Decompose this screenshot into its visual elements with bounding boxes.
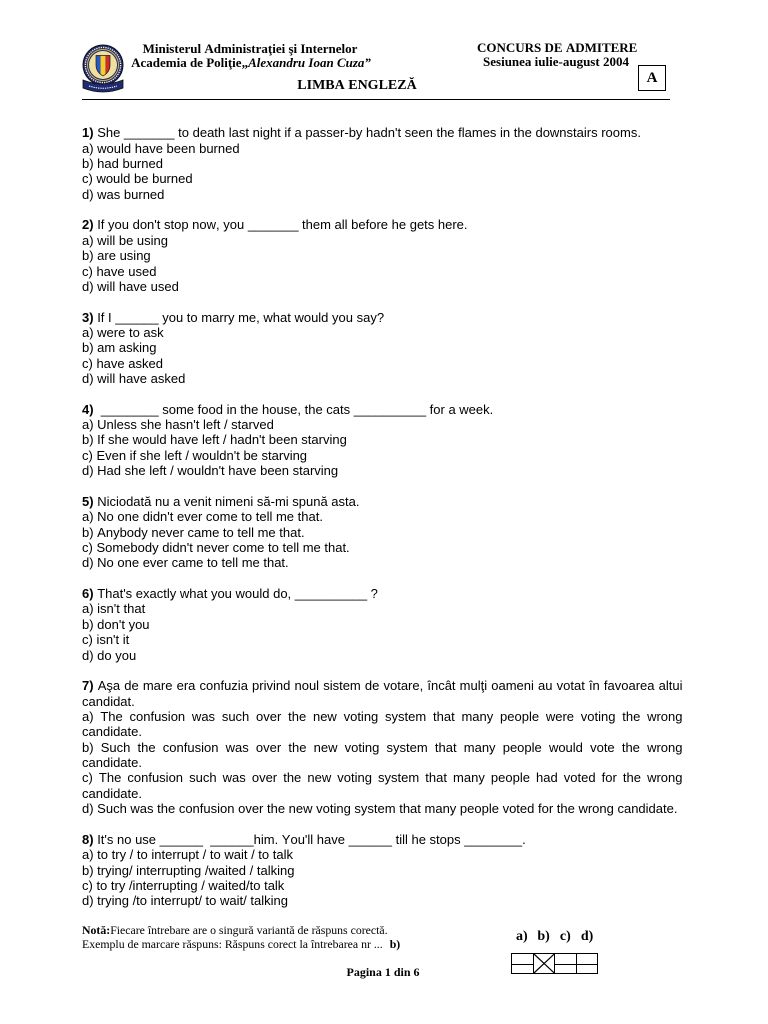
option-b: b) trying/ interrupting /waited / talking — [82, 862, 295, 878]
option-c: c) The confusion such was over the new voting system that many people had voted for the wrong candidate. — [82, 770, 683, 801]
question-number: 1) — [82, 125, 94, 141]
question-number: 5) — [82, 493, 94, 509]
option-a: a) isn't that — [82, 601, 146, 617]
question-number: 7) — [82, 678, 94, 694]
question-6 — [82, 586, 683, 663]
question-list — [82, 125, 683, 924]
option-b: b) Anybody never came to tell me that. — [82, 524, 305, 540]
answer-grid — [511, 953, 598, 974]
question-stem — [82, 125, 683, 140]
question-4 — [82, 402, 683, 479]
answer-example-value: b) — [389, 937, 401, 951]
question-stem — [82, 310, 683, 325]
question-8 — [82, 832, 683, 909]
option-d: d) do you — [82, 647, 137, 663]
option-b: b) Such the confusion was over the new voting system that many people would vote the wrong candidate. — [82, 739, 683, 771]
option-a: a) were to ask — [82, 324, 164, 340]
subject-title: LIMBA ENGLEZĂ — [297, 78, 417, 93]
question-stem — [82, 678, 683, 709]
note-text: Fiecare întrebare are o singură variantă de răspuns corectă. — [110, 923, 388, 937]
answer-label-a: a) — [516, 929, 528, 944]
question-text: If you don't stop now, you _______ them all before he gets here. — [97, 217, 468, 233]
option-a: a) to try / to interrupt / to wait / to talk — [82, 847, 293, 863]
question-2 — [82, 217, 683, 294]
question-stem — [82, 494, 683, 509]
option-c: c) would be burned — [82, 171, 193, 187]
option-b: b) had burned — [82, 156, 163, 172]
question-text: Niciodată nu a venit nimeni să-mi spună asta. — [97, 493, 360, 509]
option-b: b) are using — [82, 248, 151, 264]
option-d: d) Such was the confusion over the new voting system that many people voted for the wrong candidate. — [82, 801, 678, 817]
question-number: 3) — [82, 309, 94, 325]
option-a: a) would have been burned — [82, 140, 240, 156]
answer-cell-b — [533, 954, 554, 973]
question-text: ________ some food in the house, the cats __________ for a week. — [97, 401, 494, 417]
question-text: It's no use ______ ______him. You'll have ______ till he stops ________. — [97, 831, 526, 847]
option-c: c) Somebody didn't never come to tell me that. — [82, 540, 350, 555]
option-a: a) Unless she hasn't left / starved — [82, 417, 274, 433]
question-text: That's exactly what you would do, __________ ? — [97, 586, 378, 602]
question-stem — [82, 832, 683, 847]
cross-mark-icon — [534, 954, 554, 973]
academy-name — [111, 56, 391, 70]
answer-label-c: c) — [559, 929, 571, 944]
option-d: d) No one ever came to tell me that. — [82, 555, 289, 571]
option-c: c) isn't it — [82, 632, 130, 648]
question-number: 6) — [82, 586, 94, 602]
option-c: c) have asked — [82, 355, 163, 371]
option-a: a) The confusion was such over the new voting system that many people were voting the wrong candidate. — [82, 708, 683, 740]
question-stem — [82, 402, 683, 417]
answer-cell-a — [512, 954, 533, 973]
ministry-name: Ministerul Administraţiei şi Internelor — [142, 41, 358, 56]
session-label: Sesiunea iulie-august 2004 — [483, 54, 629, 69]
question-stem — [82, 586, 683, 601]
academy-patron-name: Alexandru Ioan Cuza” — [248, 55, 371, 70]
question-5 — [82, 494, 683, 571]
option-b: b) am asking — [82, 340, 157, 356]
question-3 — [82, 310, 683, 387]
option-c: c) to try /interrupting / waited/to talk — [82, 877, 285, 893]
question-number: 8) — [82, 831, 94, 847]
question-number: 2) — [82, 217, 94, 233]
header-divider — [82, 99, 670, 100]
answer-cell-d — [576, 954, 597, 973]
option-d: d) will have used — [82, 278, 179, 294]
note-label: Notă: — [82, 923, 111, 937]
variant-badge: A — [638, 65, 666, 91]
note-line — [82, 923, 388, 937]
option-d: d) trying /to interrupt/ to wait/ talking — [82, 893, 288, 909]
option-a: a) will be using — [82, 232, 168, 248]
question-number: 4) — [82, 401, 94, 417]
question-text: Aşa de mare era confuzia privind noul sistem de votare, încât mulţi oameni au votat în favoarea altui candidat. — [82, 678, 683, 709]
question-7 — [82, 678, 683, 816]
option-b: b) don't you — [82, 616, 150, 632]
answer-label-b: b) — [537, 929, 550, 944]
contest-title: CONCURS DE ADMITERE — [477, 40, 638, 55]
option-d: d) Had she left / wouldn't have been starving — [82, 463, 339, 479]
answer-label-d: d) — [580, 929, 594, 944]
option-a: a) No one didn't ever come to tell me that. — [82, 509, 323, 525]
option-b: b) If she would have left / hadn't been starving — [82, 432, 347, 448]
question-stem — [82, 217, 683, 232]
option-c: c) have used — [82, 263, 157, 279]
option-d: d) was burned — [82, 186, 165, 202]
answer-example-line — [82, 937, 400, 951]
option-c: c) Even if she left / wouldn't be starving — [82, 447, 308, 463]
answer-grid-labels — [511, 929, 598, 945]
answer-cell-c — [554, 954, 575, 973]
question-1 — [82, 125, 683, 202]
question-text: She _______ to death last night if a passer-by hadn't seen the flames in the downstairs rooms. — [97, 125, 641, 141]
page-number: Pagina 1 din 6 — [346, 965, 420, 979]
academy-prefix: Academia de Poliţie„ — [131, 55, 249, 70]
option-d: d) will have asked — [82, 371, 186, 387]
question-text: If I ______ you to marry me, what would you say? — [97, 309, 385, 325]
answer-example-text: Exemplu de marcare răspuns: Răspuns corect la întrebarea nr ... — [82, 937, 383, 951]
